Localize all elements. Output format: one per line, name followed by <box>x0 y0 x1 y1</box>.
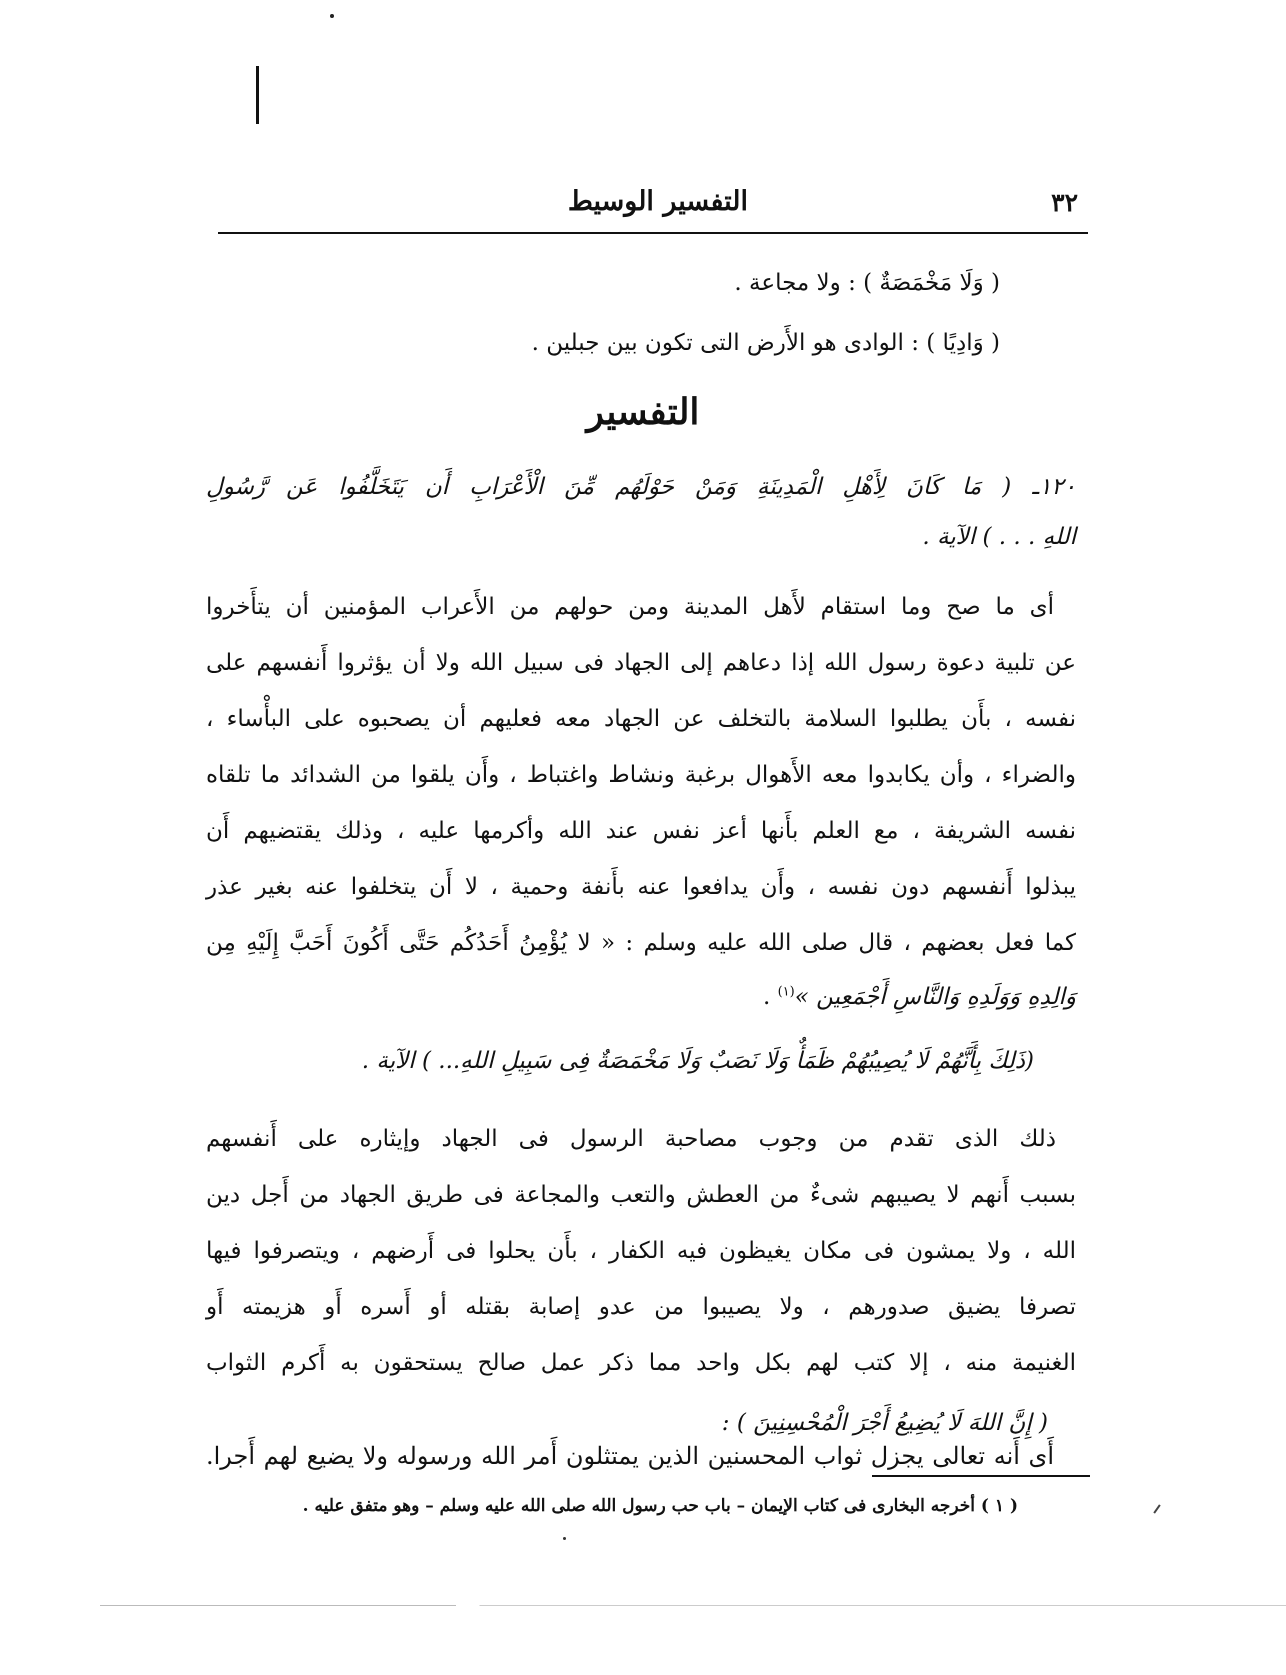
verse-line: اللهِ . . . ) الآية . <box>922 524 1076 550</box>
footnote-marker: (١) <box>777 984 795 1000</box>
paragraph-line: نفسه ، بأَن يطلبوا السلامة بالتخلف عن الجهاد معه فعليهم أن يصحبوه على البأْساء ، <box>206 706 1076 732</box>
paragraph-line: والضراء ، وأن يكابدوا معه الأَهوال برغبة ونشاط واغتباط ، وأَن يلقوا من الشدائد ما تلقاه <box>206 762 1076 788</box>
verse-line: ( إِنَّ اللهَ لَا يُضِيعُ أَجْرَ الْمُحْسِنِينَ ) : <box>721 1410 1048 1436</box>
glossary-entry: ( وَلَا مَخْمَصَةٌ ) : ولا مجاعة . <box>734 270 1000 296</box>
verse-line: ١٢٠ـ ( مَا كَانَ لِأَهْلِ الْمَدِينَةِ وَمَنْ حَوْلَهُم مِّنَ الْأَعْرَابِ أَن يَتَخَلَّفُوا عَن رَّسُولِ <box>206 474 1076 500</box>
scan-mark <box>256 66 259 124</box>
hadith-text: وَالِدِهِ وَوَلَدِهِ وَالنَّاسِ أَجْمَعِين » <box>794 984 1076 1010</box>
scan-edge <box>100 1605 1286 1606</box>
paragraph-line <box>763 982 1076 1012</box>
paragraph-line: أَى أَنه تعالى يجزل ثواب المحسنين الذين يمتثلون أَمر الله ورسوله ولا يضيع لهم أَجرا. <box>206 1442 1054 1470</box>
paragraph-line: عن تلبية دعوة رسول الله إذا دعاهم إلى الجهاد فى سبيل الله ولا أن يؤثروا أَنفسهم على <box>206 650 1076 676</box>
period: . <box>762 984 778 1010</box>
scan-mark <box>563 1537 566 1540</box>
footnote-rule <box>872 1475 1090 1477</box>
paragraph-line: بسبب أَنهم لا يصيبهم شىءٌ من العطش والتعب والمجاعة فى طريق الجهاد من أَجل دين <box>206 1182 1076 1208</box>
paragraph-line: تصرفا يضيق صدورهم ، ولا يصيبوا من عدو إصابة بقتله أو أَسره أَو هزيمته أَو <box>206 1294 1076 1320</box>
paragraph-line: نفسه الشريفة ، مع العلم بأَنها أعز نفس عند الله وأكرمها عليه ، وذلك يقتضيهم أَن <box>206 818 1076 844</box>
glossary-entry: ( وَادِيًا ) : الوادى هو الأَرض التى تكون بين جبلين . <box>531 330 1000 356</box>
verse-line: (ذَلِكَ بِأَنَّهُمْ لَا يُصِيبُهُمْ ظَمَأٌ وَلَا نَصَبٌ وَلَا مَخْمَصَةٌ فِى سَبِيلِ اللهِ... ) الآية . <box>361 1048 1034 1074</box>
paragraph-line: أى ما صح وما استقام لأَهل المدينة ومن حولهم من الأَعراب المؤمنين أن يتأَخروا <box>206 594 1054 620</box>
paragraph-line: الغنيمة منه ، إلا كتب لهم بكل واحد مما ذكر عمل صالح يستحقون به أَكرم الثواب <box>206 1350 1076 1376</box>
page-number: ٣٢ <box>1051 188 1078 217</box>
paragraph-line: ذلك الذى تقدم من وجوب مصاحبة الرسول فى الجهاد وإيثاره على أَنفسهم <box>206 1126 1056 1152</box>
scan-mark <box>330 14 334 18</box>
paragraph-line: يبذلوا أَنفسهم دون نفسه ، وأَن يدافعوا عنه بأَنفة وحمية ، لا أَن يتخلفوا عنه بغير عذر <box>206 874 1076 900</box>
footnote: ( ١ ) أخرجه البخارى فى كتاب الإيمان – باب حب رسول الله صلى الله عليه وسلم – وهو متفق عليه . <box>302 1496 1018 1516</box>
paragraph-line: الله ، ولا يمشون فى مكان يغيظون فيه الكفار ، بأَن يحلوا فى أَرضهم ، ويتصرفوا فيها <box>206 1238 1076 1264</box>
section-title: التفسير <box>586 391 700 433</box>
paragraph-line: كما فعل بعضهم ، قال صلى الله عليه وسلم : « لا يُؤْمِنُ أَحَدُكُم حَتَّى أَكُونَ أَحَبَّ إِلَيْهِ مِن <box>206 930 1076 956</box>
running-title: التفسير الوسيط <box>567 186 748 217</box>
scan-mark <box>1153 1504 1160 1513</box>
page-header <box>218 186 1088 234</box>
